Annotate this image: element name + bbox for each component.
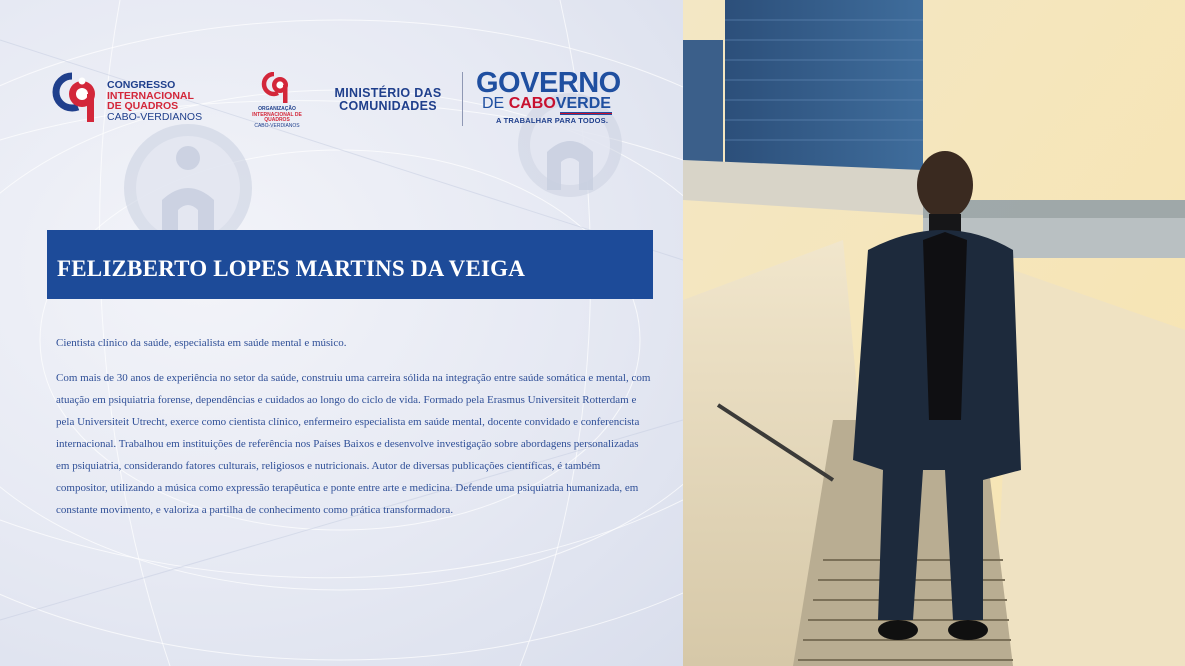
oqi-emblem-icon <box>261 72 293 106</box>
congresso-line1: CONGRESSO <box>107 79 176 91</box>
cqi-emblem-icon <box>52 72 104 126</box>
governo-subtitle <box>482 95 611 113</box>
logo-divider <box>462 72 463 126</box>
governo-cabo: CABO <box>508 95 556 112</box>
person-tagline: Cientista clínico da saúde, especialista em saúde mental e músico. <box>56 337 347 349</box>
organizacao-line2: INTERNACIONAL DE QUADROS <box>252 111 302 123</box>
ministerio-line2: COMUNIDADES <box>339 99 437 113</box>
ministerio-line1: MINISTÉRIO DAS <box>334 86 442 100</box>
governo-title: GOVERNO <box>476 67 621 99</box>
name-banner <box>47 230 653 299</box>
governo-slogan: A TRABALHAR PARA TODOS. <box>496 116 609 125</box>
congresso-line2: INTERNACIONAL <box>107 89 194 102</box>
portrait-illustration <box>683 0 1185 666</box>
ministerio-logo <box>328 87 448 113</box>
governo-verde: VERDE <box>555 95 611 112</box>
portrait-photo <box>683 0 1185 666</box>
person-name: FELIZBERTO LOPES MARTINS DA VEIGA <box>57 256 526 281</box>
congresso-logo <box>52 72 222 126</box>
congresso-line4: CABO-VERDIANOS <box>107 110 203 123</box>
governo-logo <box>476 68 630 128</box>
organizacao-line3: CABO-VERDIANOS <box>254 122 300 129</box>
congresso-line3: DE QUADROS <box>107 100 179 112</box>
organizacao-logo <box>245 72 309 128</box>
governo-de: DE <box>482 95 505 112</box>
person-bio: Com mais de 30 anos de experiência no setor da saúde, construiu uma carreira sólida na integração entre saúde somática e mental, com atuação em psiquiatria forense, dependências e cuidados ao longo do ciclo de vida. Formado pela Erasmus Universiteit Rotterdam e pela Universiteit Utrecht, exerce como cientista clínico, enfermeiro especialista em saúde mental, docente convidado e conferencista internacional. Trabalhou em instituições de referência nos Países Baixos e desenvolve investigação sobre abordagens personalizadas em psiquiatria, considerando fatores culturais, religiosos e nutricionais. Autor de diversas publicações científicas, é também compositor, utilizando a música como expressão terapêutica e ponte entre arte e medicina. Defende uma psiquiatria humanizada, em constante movimento, e valoriza a partilha de conhecimento como prática transformadora. <box>56 372 651 516</box>
organizacao-line1: ORGANIZAÇÃO <box>258 106 296 112</box>
flag-stripe-icon <box>560 112 612 115</box>
